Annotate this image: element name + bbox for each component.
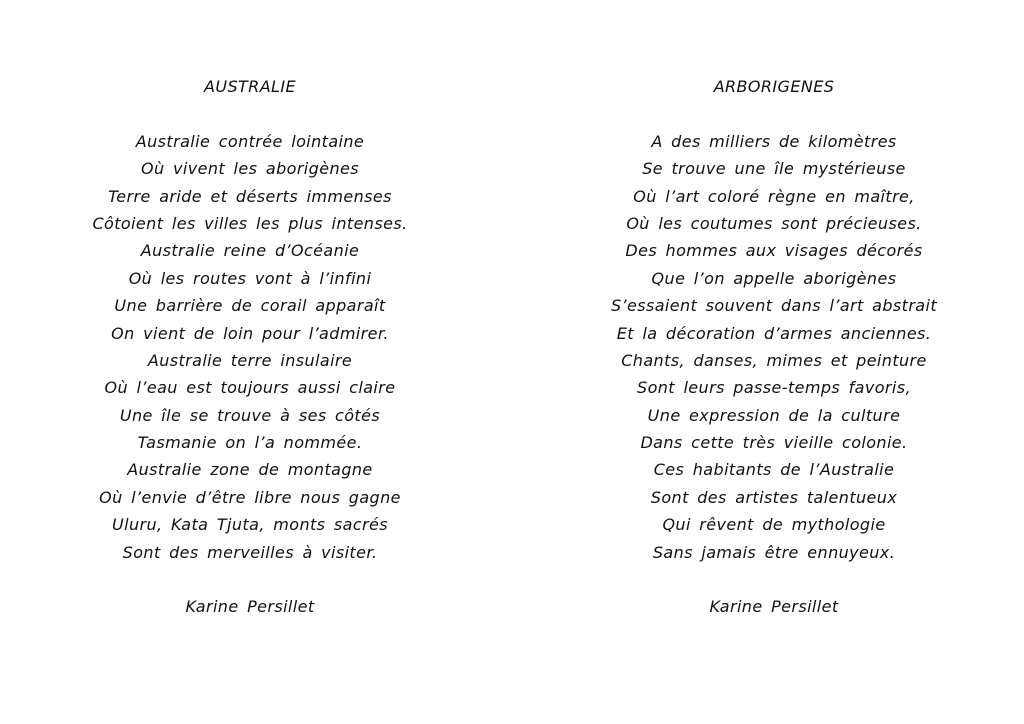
poem-arborigenes (574, 73, 974, 621)
verse-line: A des milliers de kilomètres (651, 131, 897, 151)
poem-title: ARBORIGENES (713, 77, 835, 96)
verse-line: Tasmanie on l’a nommée. (137, 433, 363, 453)
verse-line: Australie reine d’Océanie (140, 241, 360, 261)
verse-line: Se trouve une île mystérieuse (642, 159, 906, 179)
verse-line: Sont des artistes talentueux (650, 487, 898, 507)
verse-line: Australie contrée lointaine (135, 131, 365, 151)
verse-line: Sans jamais être ennuyeux. (652, 542, 896, 562)
verse-list (574, 128, 974, 566)
verse-line: Que l’on appelle aborigènes (651, 268, 897, 288)
verse-line: Où les coutumes sont précieuses. (626, 213, 922, 233)
verse-line: Terre aride et déserts immenses (108, 186, 392, 206)
verse-line: Ces habitants de l’Australie (653, 460, 895, 480)
verse-line: Où l’envie d’être libre nous gagne (99, 487, 401, 507)
verse-line: Sont leurs passe-temps favoris, (637, 378, 911, 398)
verse-line: Une île se trouve à ses côtés (119, 405, 381, 425)
poem-australie (50, 73, 450, 621)
verse-line: Où l’eau est toujours aussi claire (104, 378, 396, 398)
verse-line: Chants, danses, mimes et peinture (621, 350, 927, 370)
verse-list (50, 128, 450, 566)
verse-line: Dans cette très vieille colonie. (640, 433, 908, 453)
verse-line: Uluru, Kata Tjuta, monts sacrés (112, 515, 388, 535)
verse-line: Sont des merveilles à visiter. (122, 542, 378, 562)
verse-line: Où l’art coloré règne en maître, (633, 186, 915, 206)
verse-line: On vient de loin pour l’admirer. (111, 323, 389, 343)
verse-line: Qui rêvent de mythologie (662, 515, 886, 535)
verse-line: Où les routes vont à l’infini (128, 268, 372, 288)
verse-line: Où vivent les aborigènes (141, 159, 359, 179)
verse-line: Australie terre insulaire (147, 350, 353, 370)
verse-line: Côtoient les villes les plus intenses. (92, 213, 408, 233)
verse-line: Des hommes aux visages décorés (625, 241, 923, 261)
verse-line: Et la décoration d’armes anciennes. (616, 323, 932, 343)
poem-title: AUSTRALIE (204, 77, 296, 96)
verse-line: S’essaient souvent dans l’art abstrait (610, 296, 938, 316)
verse-line: Une expression de la culture (647, 405, 901, 425)
poem-author: Karine Persillet (709, 597, 839, 617)
poem-author: Karine Persillet (185, 597, 315, 617)
verse-line: Une barrière de corail apparaît (114, 296, 386, 316)
verse-line: Australie zone de montagne (127, 460, 373, 480)
